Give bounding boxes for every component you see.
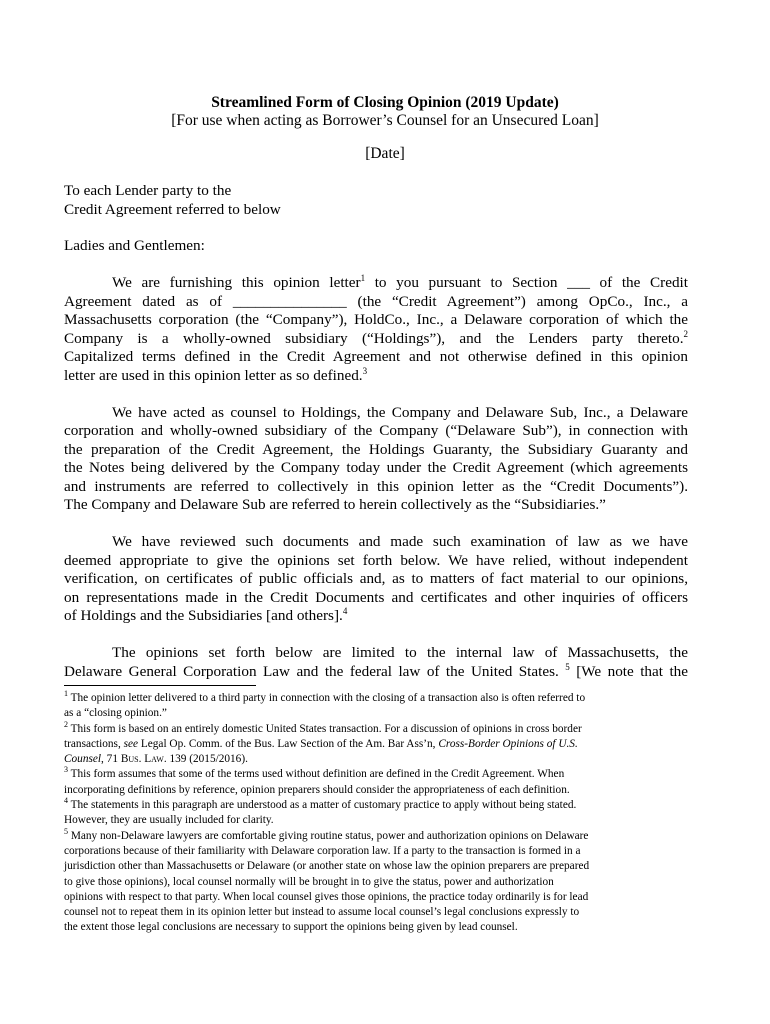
paragraph-line: [64, 663, 688, 682]
paragraph-line: [64, 274, 688, 293]
footnote-1: [64, 691, 688, 722]
text-run: to you pursuant to Section ___ of the Credit: [365, 274, 688, 291]
text-run: Legal Op. Comm. of the Bus. Law Section of the Am. Bar Ass’n,: [138, 737, 439, 750]
text-run: Company is a wholly-owned subsidiary (“Holdings”), and the Lenders party thereto.: [64, 329, 684, 347]
footnote-line: [64, 826, 688, 844]
footnote-line: the extent those legal conclusions are necessary to support the opinions being given by lead counsel.: [64, 921, 518, 934]
letter-body: [64, 182, 688, 681]
paragraph-line: We have acted as counsel to Holdings, the Company and Delaware Sub, Inc., a Delaware: [112, 403, 688, 421]
text-run: . 139 (2015/2016).: [163, 753, 248, 766]
paragraph-line: and instruments are referred to collectively in this opinion letter as the “Credit Documents”).: [64, 477, 688, 495]
citation-title: Counsel: [64, 753, 102, 766]
footnote-line: corporations because of their familiarity with Delaware corporation law. If a party to the transaction is formed in a: [64, 844, 581, 857]
text-run: transactions,: [64, 737, 124, 750]
document-title: Streamlined Form of Closing Opinion (2019 Update): [211, 94, 559, 111]
paragraph-line: Agreement dated as of _______________ (the “Credit Agreement”) among OpCo., Inc., a: [64, 292, 688, 310]
footnote-5: [64, 826, 688, 936]
footnote-number: 3: [64, 765, 68, 775]
journal-abbrev: Bus. Law: [120, 753, 164, 766]
footnote-line: incorporating definitions by reference, opinion preparers should consider the appropriateness of each definition.: [64, 783, 570, 796]
addressee-block: [64, 182, 688, 219]
footnote-line: [64, 752, 688, 767]
salutation: Ladies and Gentlemen:: [64, 237, 205, 254]
footnote-number: 2: [64, 719, 68, 729]
footnote-line: counsel not to repeat them in its opinion letter but instead to assume local counsel’s legal conclusions expressly to: [64, 906, 580, 919]
footnotes: [64, 691, 688, 936]
signal-see: see: [123, 737, 139, 750]
footnote-ref-3: 3: [362, 365, 368, 376]
footnote-ref-5: 5: [565, 661, 570, 672]
text-run: of Holdings and the Subsidiaries [and others].: [64, 607, 343, 624]
text-run: The opinion letter delivered to a third party in connection with the closing of a transaction also is often referred to: [68, 692, 586, 704]
text-run: [We note that the: [569, 662, 688, 680]
footnote-line: [64, 719, 688, 737]
footnote-ref-2: 2: [683, 328, 688, 339]
paragraph-line: [64, 367, 688, 386]
text-run: , 71: [101, 753, 121, 766]
document-subtitle: [For use when acting as Borrower’s Counsel for an Unsecured Loan]: [171, 112, 599, 129]
footnote-line: However, they are usually included for clarity.: [64, 814, 274, 827]
footnote-line: to give those opinions), local counsel normally will be brought in to give the status, power and authorization: [64, 875, 554, 888]
paragraph-line: on representations made in the Credit Documents and certificates and other inquiries of officers: [64, 588, 688, 606]
footnote-line: as a “closing opinion.”: [64, 707, 167, 720]
paragraph-3: [64, 533, 688, 626]
paragraph-line: [64, 607, 688, 626]
date-placeholder: [Date]: [365, 145, 405, 162]
paragraph-4: [64, 644, 688, 681]
paragraph-line: verification, on certificates of public officials and, as to matters of fact material to our opinions,: [64, 570, 688, 587]
footnote-line: [64, 798, 688, 813]
addressee-line-2: Credit Agreement referred to below: [64, 200, 281, 218]
footnote-ref-1: 1: [360, 272, 366, 283]
text-run: This form is based on an entirely domestic United States transaction. For a discussion of opinions in cross border: [68, 722, 582, 735]
citation-title: Cross-Border Opinions of U.S.: [438, 737, 578, 750]
footnote-number: 4: [64, 796, 68, 806]
paragraph-line: deemed appropriate to give the opinions set forth below. We have relied, without independent: [64, 551, 688, 569]
paragraph-line: Capitalized terms defined in the Credit Agreement and not otherwise defined in this opinion: [64, 348, 688, 365]
paragraph-line: the Notes being delivered by the Company today under the Credit Agreement (which agreements: [64, 459, 688, 476]
paragraph-line: corporation and wholly-owned subsidiary of the Company (“Delaware Sub”), in connection with: [64, 422, 688, 439]
text-run: This form assumes that some of the terms used without definition are defined in the Credit Agreement. When: [68, 768, 565, 781]
paragraph-line: The opinions set forth below are limited to the internal law of Massachusetts, the: [112, 644, 688, 661]
paragraph-line: the preparation of the Credit Agreement, the Holdings Guaranty, the Subsidiary Guaranty and: [64, 440, 688, 458]
footnote-line: [64, 737, 688, 752]
footnote-ref-4: 4: [342, 605, 348, 616]
footnote-line: [64, 691, 688, 706]
document-header: [0, 94, 770, 163]
addressee-line-1: To each Lender party to the: [64, 182, 232, 199]
text-run: We are furnishing this opinion letter: [112, 274, 361, 291]
text-run: Many non-Delaware lawyers are comfortable giving routine status, power and authorization opinions on Delaware: [68, 829, 589, 842]
paragraph-line: The Company and Delaware Sub are referred to herein collectively as the “Subsidiaries.”: [64, 496, 606, 513]
paragraph-1: [64, 274, 688, 385]
paragraph-2: [64, 404, 688, 515]
footnote-line: [64, 767, 688, 782]
text-run: letter are used in this opinion letter as so defined.: [64, 366, 363, 384]
footnote-number: 5: [64, 826, 68, 836]
text-run: The statements in this paragraph are understood as a matter of customary practice to apply without being stated.: [68, 799, 577, 812]
footnote-line: jurisdiction other than Massachusetts or Delaware (or another state on whose law the opinion preparers are prepared: [64, 860, 590, 873]
footnote-number: 1: [64, 689, 68, 699]
footnote-4: [64, 798, 688, 829]
footnote-2: [64, 719, 688, 768]
paragraph-line: We have reviewed such documents and made such examination of law as we have: [112, 533, 688, 550]
paragraph-line: [64, 330, 688, 349]
paragraph-line: Massachusetts corporation (the “Company”), HoldCo., Inc., a Delaware corporation of which the: [64, 311, 688, 328]
text-run: Delaware General Corporation Law and the federal law of the United States.: [64, 662, 566, 680]
footnote-divider: [64, 685, 256, 686]
footnote-line: opinions with respect to that party. When local counsel gives those opinions, the practice today ordinarily is for lead: [64, 890, 589, 903]
footnote-3: [64, 767, 688, 798]
